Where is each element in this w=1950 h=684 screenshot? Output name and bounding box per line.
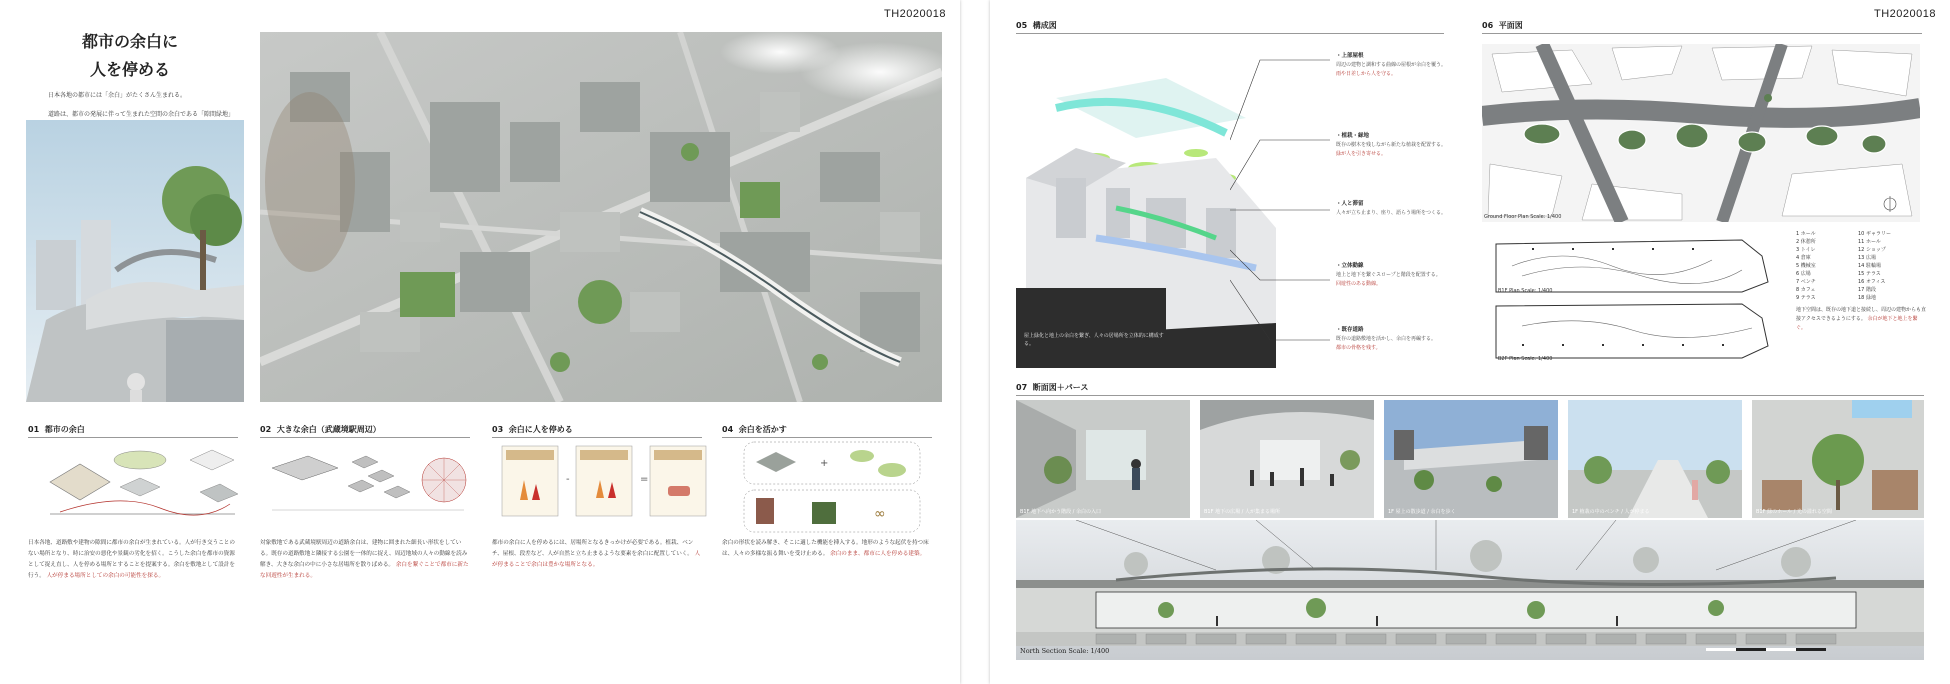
title-line: 都市の余白に bbox=[81, 32, 178, 51]
svg-text:=: = bbox=[640, 474, 649, 485]
section-text: 余白の形状を読み解き、そこに適した機能を挿入する。地形のような起伏を持つ床は、人々の多様な振る舞いを受け止める。 余白のまま、都市に人を停める建築。 bbox=[722, 540, 929, 557]
callout: ・人と滞留 人々が立ち止まり、座り、語らう場所をつくる。 bbox=[1336, 201, 1447, 216]
plan-label: Ground Floor Plan Scale: 1/400 bbox=[1484, 214, 1562, 220]
aerial-render bbox=[260, 32, 942, 402]
perspective-render bbox=[1568, 400, 1742, 518]
section-heading: 07 断面図＋パース bbox=[1016, 382, 1924, 396]
diagram-urban-margin bbox=[40, 442, 240, 522]
section-label: North Section Scale: 1/400 bbox=[1020, 647, 1110, 655]
section-text: 日本各地、道路敷や建物の隙間に都市の余白が生まれている。人が行き交うことのない場所となり、時に治安の悪化や景観の劣化を招く。こうした余白を都市の資源として捉え直し、人を停める場所とすることを提案する。余白を敷地として設計を行う。 人が停まる場所としての余白の可能性を探る。 bbox=[28, 540, 235, 579]
perspective-render bbox=[1384, 400, 1558, 518]
section-heading: 06 平面図 bbox=[1482, 20, 1922, 34]
site-plan bbox=[1482, 44, 1920, 222]
svg-text:∞: ∞ bbox=[874, 506, 886, 522]
left-sheet bbox=[0, 0, 960, 684]
callout: ・立体動線 地上と地下を繋ぐスロープと階段を配置する。 回遊性のある動線。 bbox=[1336, 263, 1441, 287]
axon-note: 屋上緑化と地上の余白を繋ぎ、人々の居場所を立体的に構成する。 bbox=[1024, 333, 1164, 347]
perspective-caption: B1F 地下の広場 / 人が集まる場所 bbox=[1204, 509, 1280, 515]
perspective-render bbox=[1752, 400, 1924, 518]
intro-paragraph: 道路は、都市の発展に伴って生まれた空間の余白である「隙間緑地」 bbox=[48, 111, 235, 118]
callout: ・上部屋根 周辺の建物と調和する曲線の屋根が余白を覆う。 雨や日差しから人を守る。 bbox=[1336, 53, 1447, 77]
perspective-render bbox=[1200, 400, 1374, 518]
sheet-code: TH2020018 bbox=[1874, 8, 1936, 20]
b2f-plan bbox=[1492, 300, 1772, 362]
perspective-render bbox=[1016, 400, 1190, 518]
svg-text:-: - bbox=[566, 474, 570, 485]
section-text: 対象敷地である武蔵境駅周辺の道路余白は、建物に囲まれた細長い形状をしている。既存の道路敷地と隣接する公園を一体的に捉え、周辺地域の人々の動線を読み解き、大きな余白の中に小さな居場所を散りばめる。 余白を繋ぐことで都市に新たな回遊性が生まれる。 bbox=[260, 540, 469, 579]
section-heading: 03 余白に人を停める bbox=[492, 424, 702, 438]
page-title bbox=[50, 28, 210, 84]
intro-paragraph: 日本各地の都市には「余白」がたくさん生まれる。 bbox=[48, 92, 187, 99]
perspective-caption: 1F 屋上の散歩道 / 余白を歩く bbox=[1388, 509, 1456, 515]
section-heading: 05 構成図 bbox=[1016, 20, 1444, 34]
svg-text:+: + bbox=[820, 458, 829, 469]
section-heading: 04 余白を活かす bbox=[722, 424, 932, 438]
b1f-plan bbox=[1492, 236, 1772, 296]
callout: ・既存道路 既存の道路敷地を活かし、余白を再編する。 都市の骨格を残す。 bbox=[1336, 327, 1437, 351]
plan-legend: 1 ホール 2 休憩所 3 トイレ 4 倉庫 5 機械室 6 広場 7 ベンチ 8 カフェ 9 テラス bbox=[1796, 231, 1816, 301]
diagram-stop-people bbox=[500, 440, 710, 520]
title-line: 人を停める bbox=[89, 60, 170, 79]
plan-label: B2F Plan Scale: 1/400 bbox=[1498, 356, 1553, 362]
section-heading: 02 大きな余白（武蔵境駅周辺） bbox=[260, 424, 470, 438]
plan-label: B1F Plan Scale: 1/400 bbox=[1498, 288, 1553, 294]
perspective-render-small bbox=[26, 120, 244, 402]
callout: ・植栽・緑地 既存の樹木を残しながら新たな植栽を配置する。 緑が人を引き寄せる。 bbox=[1336, 133, 1447, 157]
legend-text: 地下空間は、既存の地下道と接続し、周辺の建物からも直接アクセスできるようにする。 余白が地下と地上を繋ぐ。 bbox=[1796, 307, 1926, 331]
perspective-caption: B1F 地下へ向かう階段 / 余白の入口 bbox=[1020, 509, 1101, 515]
callout-lines bbox=[1230, 40, 1330, 360]
section-text: 都市の余白に人を停めるには、居場所となるきっかけが必要である。植栽、ベンチ、屋根、段差など、人が自然と立ち止まるような要素を余白に配置していく。 人が停まることで余白は豊かな場所となる。 bbox=[492, 540, 701, 568]
diagram-large-margin bbox=[268, 448, 468, 518]
right-sheet bbox=[990, 0, 1950, 684]
perspective-caption: B1F 緑のホール / 光の溢れる空間 bbox=[1756, 509, 1832, 515]
long-section-drawing bbox=[1016, 520, 1924, 660]
plan-legend: 10 ギャラリー 11 ホール 12 ショップ 13 広場 14 駐輪場 15 テラス 16 オフィス 17 階段 18 緑地 bbox=[1858, 231, 1891, 301]
section-heading: 01 都市の余白 bbox=[28, 424, 238, 438]
sheet-code: TH2020018 bbox=[884, 8, 946, 20]
perspective-caption: 1F 植栽の中のベンチ / 人が停まる bbox=[1572, 509, 1650, 515]
diagram-use-margin bbox=[742, 440, 922, 535]
